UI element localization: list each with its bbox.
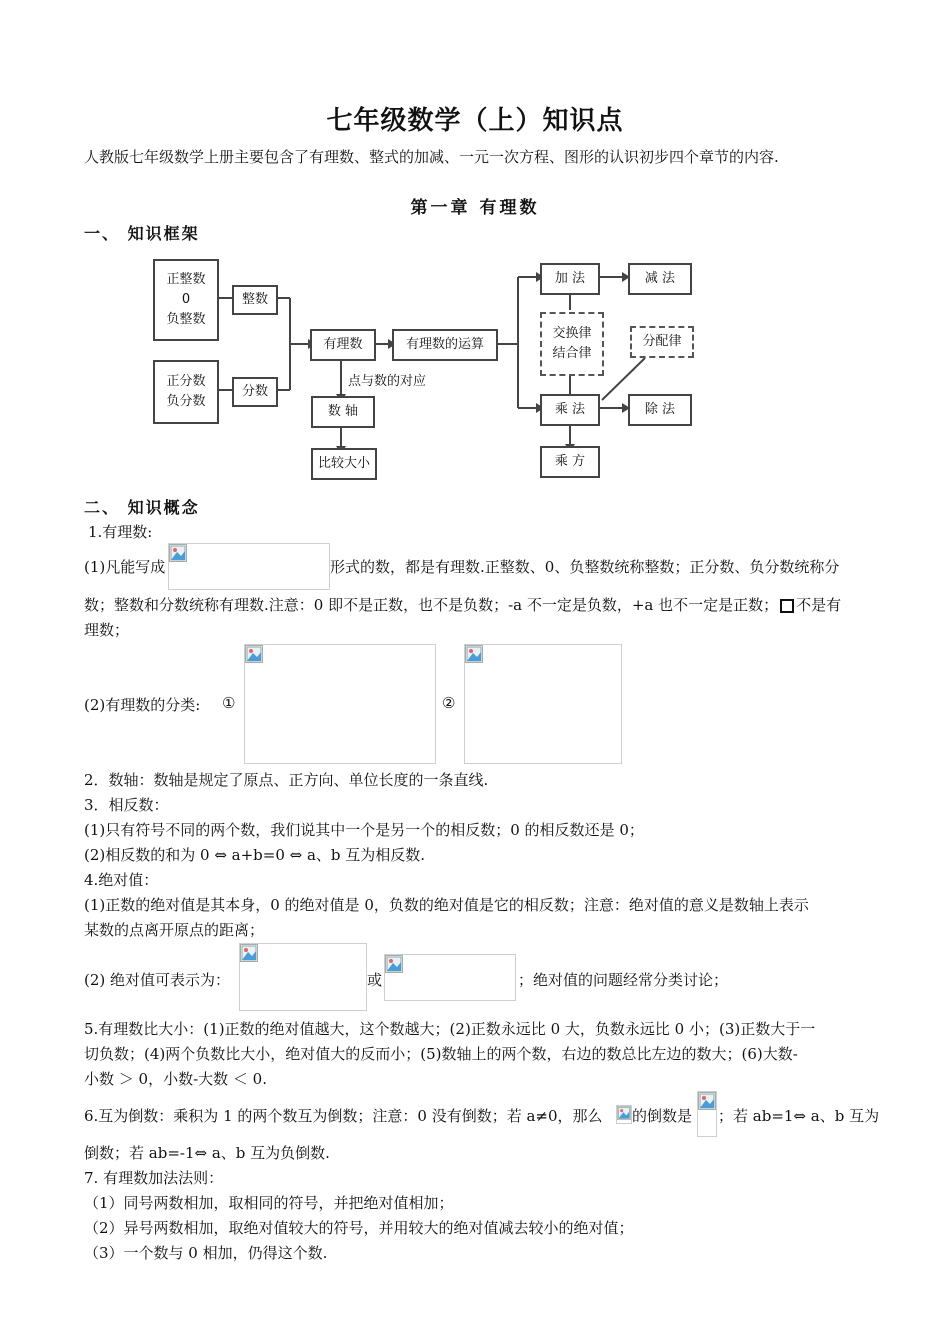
- label-point-number-correspondence: 点与数的对应: [348, 374, 427, 389]
- box-division: 除 法: [628, 394, 692, 426]
- item-number-line: 2．数轴：数轴是规定了原点、正方向、单位长度的一条直线.: [84, 771, 489, 789]
- classification-image-2: [464, 644, 622, 764]
- item-reciprocal-mid: 的倒数是: [632, 1107, 693, 1125]
- reciprocal-image-1-over-a: [697, 1091, 717, 1137]
- box-compare-size: 比较大小: [311, 448, 377, 480]
- item-addition-rule-3: （3）一个数与 0 相加，仍得这个数.: [84, 1244, 328, 1262]
- item-rational-1-line3: 理数；: [84, 621, 130, 639]
- item-absolute-1-line2: 某数的点离开原点的距离；: [84, 921, 265, 939]
- item-absolute-2-start: (2) 绝对值可表示为：: [84, 971, 231, 989]
- item-reciprocal-start: 6.互为倒数：乘积为 1 的两个数互为倒数；注意：0 没有倒数；若 a≠0，那么: [84, 1107, 603, 1125]
- box-number-line: 数 轴: [311, 396, 375, 428]
- label-zero: 0: [181, 292, 191, 307]
- broken-image-icon: [465, 645, 483, 663]
- label-positive-fraction: 正分数: [166, 374, 206, 389]
- item-rational-1-line2-tail: 不是有: [796, 596, 842, 614]
- item-absolute-heading: 4.绝对值：: [84, 871, 159, 889]
- label-negative-fraction: 负分数: [166, 394, 206, 409]
- item-rational-1-start: (1)凡能写成: [84, 558, 166, 576]
- broken-image-icon: [617, 1106, 631, 1120]
- box-distributive: 分配律: [630, 326, 694, 358]
- broken-image-icon: [169, 544, 187, 562]
- item-addition-heading: 7. 有理数加法法则：: [84, 1169, 224, 1187]
- item-absolute-2-or: 或: [367, 971, 383, 989]
- box-fraction: 分数: [232, 377, 278, 407]
- box-rational-operations: 有理数的运算: [392, 329, 498, 361]
- item-rational-1-cont: 形式的数，都是有理数.正整数、0、负整数统称整数；正分数、负分数统称分: [330, 558, 840, 576]
- formula-image-fraction: [168, 543, 330, 590]
- item-opposite-1: (1)只有符号不同的两个数，我们说其中一个是另一个的相反数；0 的相反数还是 0；: [84, 821, 644, 839]
- item-reciprocal-end: ；若 ab=1⇔ a、b 互为: [718, 1107, 880, 1125]
- classification-marker-2: ②: [442, 694, 456, 712]
- broken-image-icon: [245, 645, 263, 663]
- box-power: 乘 方: [540, 446, 600, 478]
- box-integer-group: [153, 259, 219, 341]
- item-absolute-2-end: ；绝对值的问题经常分类讨论；: [518, 971, 729, 989]
- label-associative: 结合律: [552, 346, 592, 361]
- classification-image-1: [244, 644, 436, 764]
- symbol-pi-placeholder-icon: [780, 599, 794, 613]
- item-addition-rule-1: （1）同号两数相加，取相同的符号，并把绝对值相加；: [84, 1194, 454, 1212]
- item-opposite-2: (2)相反数的和为 0 ⇔ a+b=0 ⇔ a、b 互为相反数.: [84, 846, 426, 864]
- item-addition-rule-2: （2）异号两数相加，取绝对值较大的符号，并用较大的绝对值减去较小的绝对值；: [84, 1219, 634, 1237]
- item-rational-1-line2-text: 数；整数和分数统称有理数.注意：0 即不是正数，也不是负数；-a 不一定是负数，+a 也不一定是正数；: [84, 596, 779, 614]
- box-multiplication: 乘 法: [540, 394, 600, 426]
- diagram-connectors: [140, 240, 700, 490]
- chapter-heading: 第一章 有理数: [410, 198, 540, 218]
- box-commutative-associative: [540, 312, 604, 376]
- section-heading-framework: 一、 知识框架: [84, 224, 200, 243]
- item-opposite-heading: 3．相反数：: [84, 796, 169, 814]
- broken-image-icon: [385, 955, 403, 973]
- page-title: 七年级数学（上）知识点: [326, 106, 624, 136]
- label-positive-integer: 正整数: [166, 272, 206, 287]
- box-fraction-group: [153, 360, 219, 424]
- classification-marker-1: ①: [222, 694, 236, 712]
- broken-image-icon: [240, 944, 258, 962]
- broken-image-icon: [698, 1092, 716, 1110]
- box-integer: 整数: [232, 285, 278, 315]
- item-rational-1-line2: [84, 594, 841, 615]
- item-compare-line2: 切负数；(4)两个负数比大小，绝对值大的反而小；(5)数轴上的两个数，右边的数总比左边的数大；(6)大数-: [84, 1045, 798, 1063]
- reciprocal-image-a: [616, 1105, 632, 1124]
- item-reciprocal-line2: 倒数；若 ab=-1⇔ a、b 互为负倒数.: [84, 1144, 330, 1162]
- absolute-formula-image-1: [239, 943, 367, 1011]
- item-rational-classification: (2)有理数的分类:: [84, 696, 201, 714]
- absolute-formula-image-2: [384, 954, 516, 1001]
- item-rational-heading: 1.有理数:: [88, 523, 153, 541]
- item-compare-line3: 小数 ＞ 0，小数-大数 ＜ 0.: [84, 1070, 267, 1088]
- item-absolute-1-line1: (1)正数的绝对值是其本身，0 的绝对值是 0，负数的绝对值是它的相反数；注意：绝对值的意义是数轴上表示: [84, 896, 809, 914]
- box-addition: 加 法: [540, 263, 600, 295]
- knowledge-framework-diagram: [140, 240, 700, 490]
- section-heading-concepts: 二、 知识概念: [84, 498, 200, 517]
- box-subtraction: 减 法: [628, 263, 692, 295]
- label-negative-integer: 负整数: [166, 312, 206, 327]
- item-compare-line1: 5.有理数比大小：(1)正数的绝对值越大，这个数越大；(2)正数永远比 0 大，负数永远比 0 小；(3)正数大于一: [84, 1020, 816, 1038]
- box-rational-number: 有理数: [310, 329, 376, 361]
- intro-text: 人教版七年级数学上册主要包含了有理数、整式的加减、一元一次方程、图形的认识初步四个章节的内容.: [84, 148, 779, 166]
- label-commutative: 交换律: [552, 326, 592, 341]
